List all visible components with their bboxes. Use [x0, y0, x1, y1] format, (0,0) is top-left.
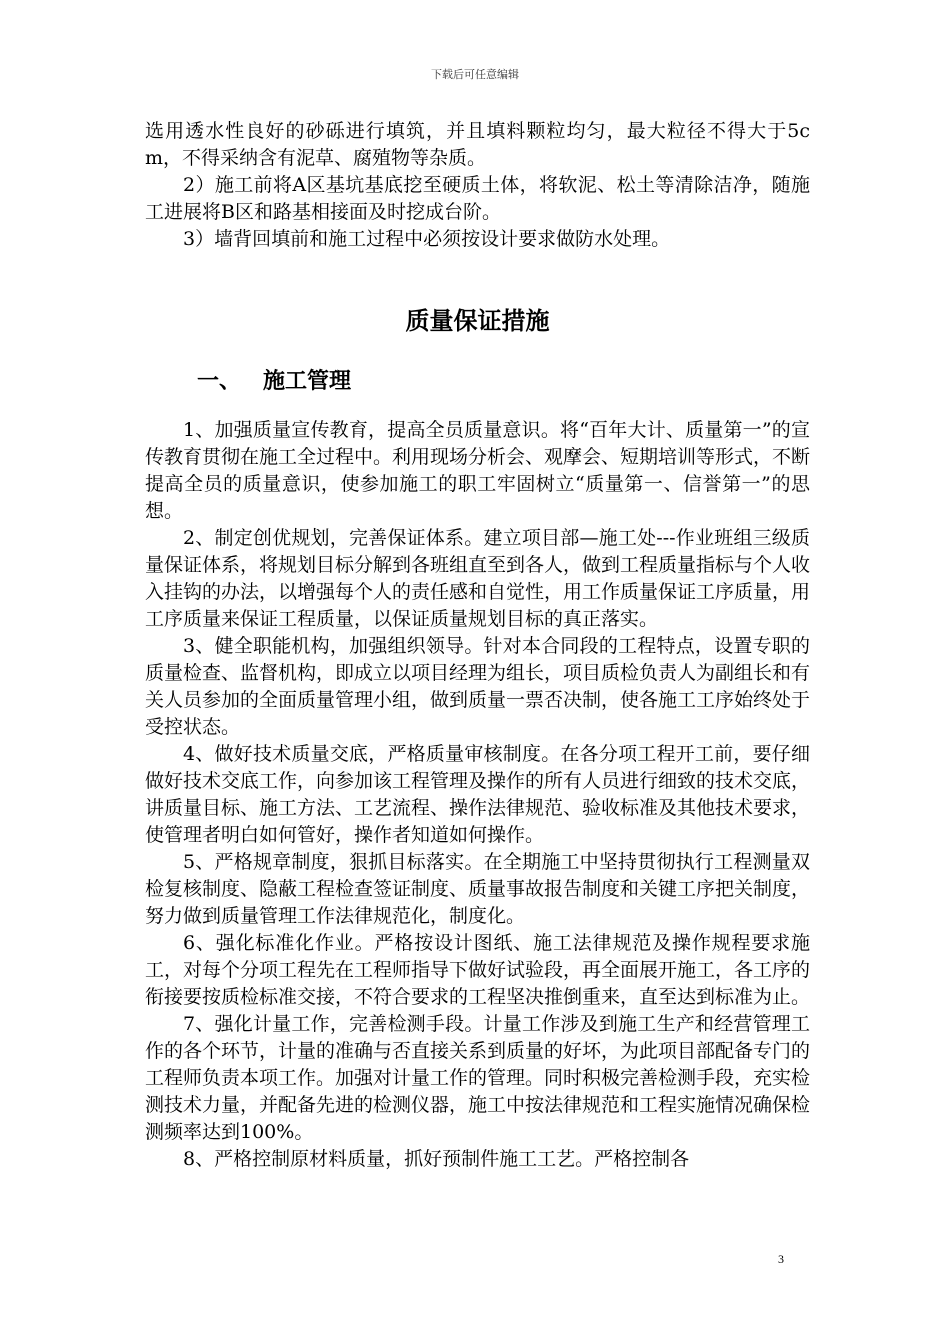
- item-paragraph-8: 8、严格控制原材料质量，抓好预制件施工工艺。严格控制各: [183, 1148, 690, 1170]
- intro-paragraph-3: 3）墙背回填前和施工过程中必须按设计要求做防水处理。: [183, 228, 671, 250]
- item-paragraph-2: 2、制定创优规划，完善保证体系。建立项目部—施工处---作业班组三级质量保证体系，将规划目标分解到各班组直至到各人，做到工程质量指标与个人收入挂钩的办法，以增强每个人的责任感和自觉性，用工作质量保证工序质量，用工序质量来保证工程质量，以保证质量规划目标的真正落实。: [145, 527, 811, 630]
- page-number: 3: [778, 1252, 784, 1266]
- section-heading: [197, 367, 810, 397]
- item-paragraph-1: 1、加强质量宣传教育，提高全员质量意识。将“百年大计、质量第一”的宣传教育贯彻在施工全过程中。利用现场分析会、观摩会、短期培训等形式，不断提高全员的质量意识，使参加施工的职工牢固树立“质量第一、信誉第一”的思想。: [145, 419, 811, 522]
- intro-paragraph-1: 选用透水性良好的砂砾进行填筑，并且填料颗粒均匀，最大粒径不得大于5cm，不得采纳含有泥草、腐殖物等杂质。: [145, 120, 810, 169]
- document-body: [145, 118, 810, 1173]
- item-paragraph-7: 7、强化计量工作，完善检测手段。计量工作涉及到施工生产和经营管理工作的各个环节，计量的准确与否直接关系到质量的好坏，为此项目部配备专门的工程师负责本项工作。加强对计量工作的管理。同时积极完善检测手段，充实检测技术力量，并配备先进的检测仪器，施工中按法律规范和工程实施情况确保检测频率达到100%。: [145, 1013, 811, 1143]
- document-title: 质量保证措施: [405, 307, 550, 335]
- item-paragraph-4: 4、做好技术质量交底，严格质量审核制度。在各分项工程开工前，要仔细做好技术交底工作，向参加该工程管理及操作的所有人员进行细致的技术交底，讲质量目标、施工方法、工艺流程、操作法律规范、验收标准及其他技术要求，使管理者明白如何管好，操作者知道如何操作。: [145, 743, 811, 846]
- header-note: 下载后可任意编辑: [431, 68, 519, 81]
- item-paragraph-6: 6、强化标准化作业。严格按设计图纸、施工法律规范及操作规程要求施工，对每个分项工程先在工程师指导下做好试验段，再全面展开施工，各工序的衔接要按质检标准交接，不符合要求的工程坚决推倒重来，直至达到标准为止。: [145, 932, 811, 1008]
- item-paragraph-5: 5、严格规章制度，狠抓目标落实。在全期施工中坚持贯彻执行工程测量双检复核制度、隐蔽工程检查签证制度、质量事故报告制度和关键工序把关制度，努力做到质量管理工作法律规范化，制度化。: [145, 851, 811, 927]
- intro-paragraph-2: 2）施工前将A区基坑基底挖至硬质土体，将软泥、松土等清除洁净，随施工进展将B区和路基相接面及时挖成台阶。: [145, 174, 810, 223]
- section-heading-text: 施工管理: [263, 369, 352, 394]
- section-number: 一、: [197, 369, 242, 394]
- item-paragraph-3: 3、健全职能机构，加强组织领导。针对本合同段的工程特点，设置专职的质量检查、监督机构，即成立以项目经理为组长，项目质检负责人为副组长和有关人员参加的全面质量管理小组，做到质量一票否决制，使各施工工序始终处于受控状态。: [145, 635, 811, 738]
